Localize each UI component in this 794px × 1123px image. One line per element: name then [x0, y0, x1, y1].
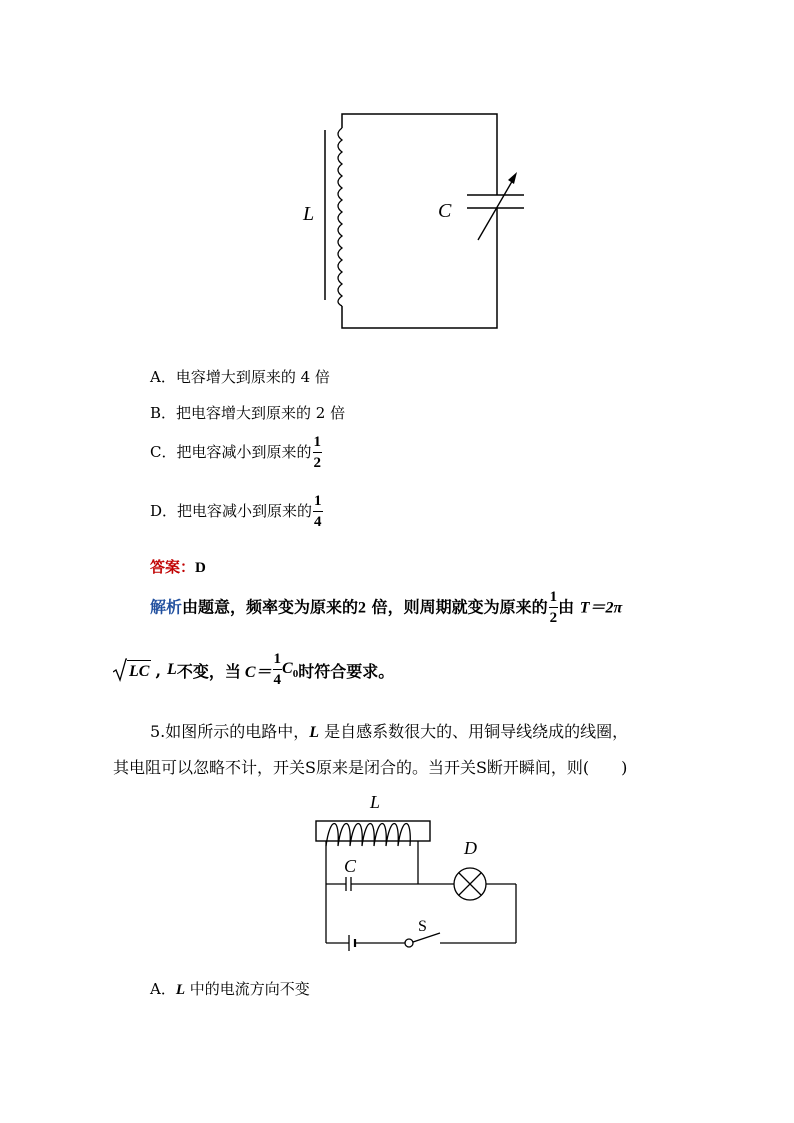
fig2-label-C: C — [344, 856, 357, 876]
option-a-text: 电容增大到原来的 4 倍 — [175, 368, 330, 386]
q5-option-a-L: L — [175, 982, 186, 998]
fig2-label-S: S — [418, 918, 427, 935]
option-d-fraction — [313, 494, 323, 530]
explanation-frac-num: 1 — [549, 590, 559, 608]
question5-line-2 — [113, 755, 627, 778]
option-c — [150, 435, 322, 471]
explanation-C0-sub: 0 — [292, 668, 299, 681]
question5-line-1 — [150, 719, 628, 742]
explanation-fraction-half — [549, 590, 559, 626]
sqrt-radical-icon — [113, 658, 127, 682]
fig2-label-L: L — [370, 792, 381, 812]
explanation-text-d: 不变，当 — [176, 661, 241, 681]
option-d-text: 把电容减小到原来的 — [177, 502, 313, 520]
option-b-letter: B． — [150, 404, 177, 422]
explanation-text-a: 由题意，频率变为原来的 — [182, 597, 359, 617]
option-c-fraction — [313, 435, 323, 471]
explanation-formula-T: T＝2π — [579, 599, 623, 617]
answer-line — [150, 556, 206, 577]
question5-text-a: 5.如图所示的电路中， — [150, 722, 310, 741]
explanation-C0-letter: C — [282, 659, 293, 677]
explanation-line-1 — [150, 590, 622, 626]
explanation-C-equals: C＝ — [244, 663, 272, 681]
sqrt-content: LC — [127, 660, 151, 681]
option-d-letter: D． — [150, 502, 178, 520]
explanation-line-2: LC , L 不变，当 C＝ $\frac{1}{4}$ $C_0$ 时符合要求。 — [113, 652, 394, 688]
option-b-text: 把电容增大到原来的 2 倍 — [176, 404, 346, 422]
question5-L: L — [309, 724, 320, 741]
option-c-den: 2 — [313, 455, 321, 471]
explanation-label: 解析 — [150, 597, 183, 617]
lc-circuit-diagram — [290, 100, 540, 340]
explanation-text-b: 倍，则周期就变为原来的 — [366, 597, 548, 617]
option-c-letter: C． — [150, 443, 177, 461]
explanation-C0 — [282, 660, 298, 680]
explanation-text-c: 由 — [558, 597, 580, 617]
option-d-den: 4 — [314, 514, 322, 530]
answer-label: 答案： — [150, 558, 196, 576]
explanation-frac2-den: 4 — [273, 672, 282, 688]
fig1-label-L: L — [303, 203, 315, 225]
option-b — [150, 402, 345, 423]
option-c-num: 1 — [313, 435, 323, 453]
explanation-frac2-num: 1 — [273, 652, 283, 670]
answer-value: D — [195, 560, 206, 576]
q5-option-a — [150, 978, 310, 999]
explanation-fraction-quarter — [273, 652, 283, 688]
explanation-num-2: 2 — [358, 599, 367, 617]
fig1-label-C: C — [438, 200, 452, 222]
option-a-letter: A． — [150, 368, 176, 386]
rl-circuit-diagram — [300, 788, 530, 958]
option-c-text: 把电容减小到原来的 — [176, 443, 312, 461]
option-a — [150, 366, 330, 387]
question5-text-c: 其电阻可以忽略不计，开关S原来是闭合的。当开关S断开瞬间，则( ) — [113, 758, 628, 777]
option-d — [150, 494, 323, 530]
q5-option-a-letter: A． — [150, 980, 176, 998]
option-d-num: 1 — [313, 494, 323, 512]
question5-text-b: 是自感系数很大的、用铜导线绕成的线圈， — [319, 722, 629, 741]
fig2-label-D: D — [464, 838, 477, 858]
explanation-L: L — [167, 661, 177, 678]
sqrt-sign — [113, 658, 151, 682]
explanation-frac-den: 2 — [549, 610, 558, 626]
explanation-text-e: 时符合要求。 — [298, 661, 395, 681]
q5-option-a-text: 中的电流方向不变 — [185, 980, 310, 998]
